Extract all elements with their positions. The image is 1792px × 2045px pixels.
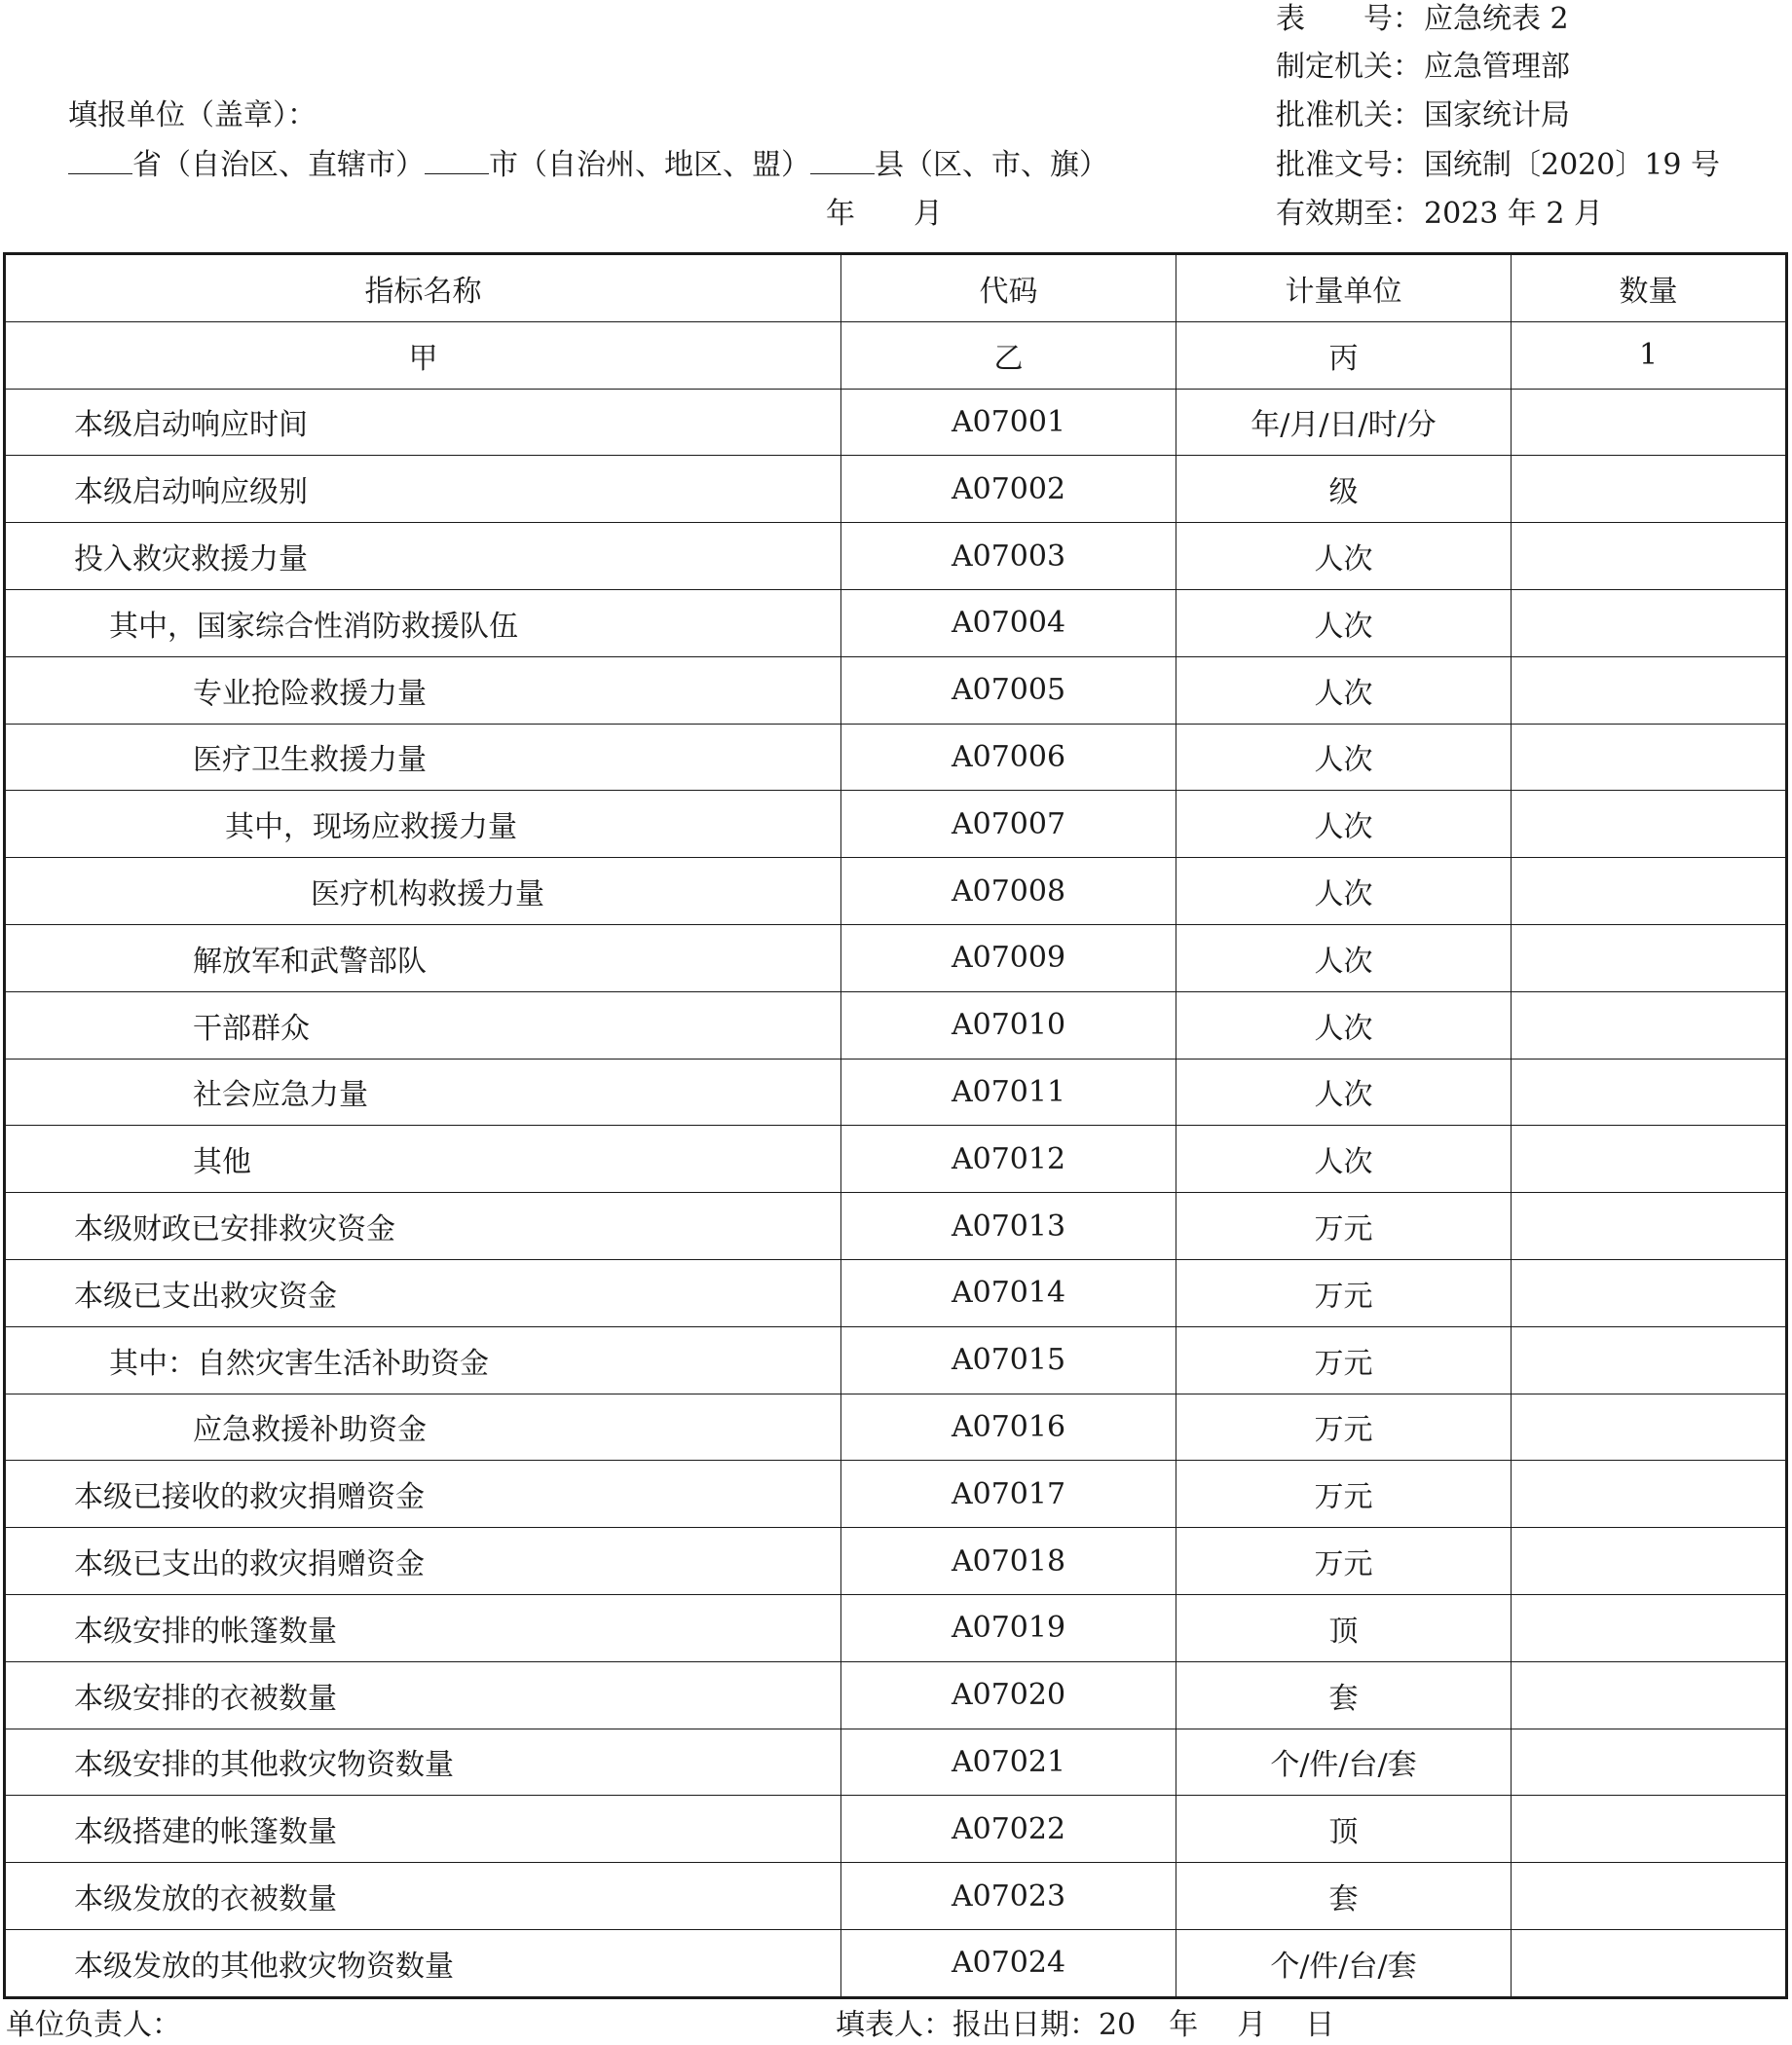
header-code: 代码 <box>841 254 1176 322</box>
indicator-code-cell: A07023 <box>841 1863 1176 1930</box>
indicator-code-cell: A07022 <box>841 1796 1176 1863</box>
reporting-unit-label: 填报单位（盖章）： <box>68 98 317 132</box>
indicator-code-cell: A07018 <box>841 1528 1176 1595</box>
indicator-name-cell: 医疗机构救援力量 <box>5 858 841 925</box>
meta-approval-number-label: 批准文号： <box>1276 148 1422 182</box>
indicator-code-cell: A07010 <box>841 991 1176 1059</box>
indicator-name-cell: 其中：自然灾害生活补助资金 <box>5 1326 841 1394</box>
county-label: 县（区、市、旗） <box>875 148 1108 182</box>
table-row <box>5 1594 1787 1661</box>
indicator-unit-cell: 万元 <box>1176 1528 1512 1595</box>
indicator-code-cell: A07011 <box>841 1059 1176 1126</box>
indicator-unit-cell: 套 <box>1176 1661 1512 1729</box>
indicator-unit-cell: 人次 <box>1176 523 1512 590</box>
meta-table-number <box>1276 0 1569 39</box>
quantity-input-cell[interactable] <box>1512 1126 1787 1193</box>
indicator-code-cell: A07019 <box>841 1594 1176 1661</box>
table-row <box>5 389 1787 456</box>
indicator-name-cell: 本级安排的帐篷数量 <box>5 1594 841 1661</box>
indicator-name-cell: 专业抢险救援力量 <box>5 656 841 724</box>
indicator-unit-cell: 人次 <box>1176 1059 1512 1126</box>
quantity-input-cell[interactable] <box>1512 1394 1787 1461</box>
subheader-jia: 甲 <box>5 321 841 389</box>
quantity-input-cell[interactable] <box>1512 589 1787 656</box>
indicator-unit-cell: 个/件/台/套 <box>1176 1929 1512 1997</box>
indicator-name-cell: 本级安排的衣被数量 <box>5 1661 841 1729</box>
period-month: 月 <box>914 197 943 231</box>
indicator-unit-cell: 万元 <box>1176 1394 1512 1461</box>
quantity-input-cell[interactable] <box>1512 1461 1787 1528</box>
meta-valid-until-value: 2023 年 2 月 <box>1424 197 1604 231</box>
indicator-name-cell: 本级安排的其他救灾物资数量 <box>5 1729 841 1796</box>
meta-table-number-value: 应急统表 2 <box>1424 2 1569 36</box>
header-unit: 计量单位 <box>1176 254 1512 322</box>
indicator-name-cell: 其中，国家综合性消防救援队伍 <box>5 589 841 656</box>
table-row <box>5 1193 1787 1260</box>
footer-filler-and-date <box>836 2006 1334 2045</box>
indicator-name-cell: 本级发放的衣被数量 <box>5 1863 841 1930</box>
indicator-name-cell: 医疗卫生救援力量 <box>5 724 841 791</box>
indicator-unit-cell: 万元 <box>1176 1326 1512 1394</box>
province-label: 省（自治区、直辖市） <box>132 148 425 182</box>
indicator-unit-cell: 人次 <box>1176 1126 1512 1193</box>
quantity-input-cell[interactable] <box>1512 456 1787 523</box>
indicator-code-cell: A07006 <box>841 724 1176 791</box>
indicator-unit-cell: 顶 <box>1176 1796 1512 1863</box>
indicator-name-cell: 应急救援补助资金 <box>5 1394 841 1461</box>
table-row <box>5 1059 1787 1126</box>
indicator-unit-cell: 顶 <box>1176 1594 1512 1661</box>
indicator-code-cell: A07016 <box>841 1394 1176 1461</box>
indicator-code-cell: A07002 <box>841 456 1176 523</box>
subheader-bing: 丙 <box>1176 321 1512 389</box>
header-quantity: 数量 <box>1512 254 1787 322</box>
subheader-yi: 乙 <box>841 321 1176 389</box>
indicator-name-cell: 本级已支出的救灾捐赠资金 <box>5 1528 841 1595</box>
indicator-name-cell: 解放军和武警部队 <box>5 924 841 991</box>
quantity-input-cell[interactable] <box>1512 656 1787 724</box>
subheader-1: 1 <box>1512 321 1787 389</box>
indicator-unit-cell: 万元 <box>1176 1193 1512 1260</box>
indicator-unit-cell: 万元 <box>1176 1461 1512 1528</box>
table-row <box>5 1863 1787 1930</box>
table-row <box>5 1528 1787 1595</box>
quantity-input-cell[interactable] <box>1512 791 1787 858</box>
quantity-input-cell[interactable] <box>1512 523 1787 590</box>
quantity-input-cell[interactable] <box>1512 389 1787 456</box>
indicator-code-cell: A07014 <box>841 1259 1176 1326</box>
indicator-name-cell: 其中，现场应救援力量 <box>5 791 841 858</box>
table-row <box>5 1259 1787 1326</box>
indicator-code-cell: A07007 <box>841 791 1176 858</box>
indicator-unit-cell: 人次 <box>1176 791 1512 858</box>
indicator-code-cell: A07004 <box>841 589 1176 656</box>
table-row <box>5 1461 1787 1528</box>
meta-valid-until <box>1276 195 1603 234</box>
quantity-input-cell[interactable] <box>1512 724 1787 791</box>
indicator-unit-cell: 年/月/日/时/分 <box>1176 389 1512 456</box>
header-indicator-name: 指标名称 <box>5 254 841 322</box>
table-row <box>5 456 1787 523</box>
period-year: 年 <box>826 197 855 231</box>
indicator-unit-cell: 套 <box>1176 1863 1512 1930</box>
footer-report-date-label: 报出日期：20 <box>952 2008 1137 2042</box>
footer-unit-head: 单位负责人： <box>6 2008 181 2042</box>
meta-valid-until-label: 有效期至： <box>1276 197 1422 231</box>
table-header-row <box>5 254 1787 322</box>
indicator-unit-cell: 万元 <box>1176 1259 1512 1326</box>
indicator-code-cell: A07013 <box>841 1193 1176 1260</box>
indicator-code-cell: A07003 <box>841 523 1176 590</box>
quantity-input-cell[interactable] <box>1512 1661 1787 1729</box>
quantity-input-cell[interactable] <box>1512 1193 1787 1260</box>
indicator-name-cell: 本级发放的其他救灾物资数量 <box>5 1929 841 1997</box>
indicator-name-cell: 本级已支出救灾资金 <box>5 1259 841 1326</box>
indicator-code-cell: A07009 <box>841 924 1176 991</box>
indicator-name-cell: 社会应急力量 <box>5 1059 841 1126</box>
footer-month: 月 <box>1237 2008 1267 2042</box>
indicator-code-cell: A07001 <box>841 389 1176 456</box>
county-blank[interactable] <box>810 148 875 174</box>
city-label: 市（自治州、地区、盟） <box>489 148 810 182</box>
meta-table-number-label: 表 号： <box>1276 2 1422 36</box>
quantity-input-cell[interactable] <box>1512 858 1787 925</box>
table-row <box>5 724 1787 791</box>
footer-day: 日 <box>1305 2008 1335 2042</box>
indicator-code-cell: A07021 <box>841 1729 1176 1796</box>
indicator-code-cell: A07020 <box>841 1661 1176 1729</box>
table-subheader-row <box>5 321 1787 389</box>
indicator-unit-cell: 人次 <box>1176 991 1512 1059</box>
quantity-input-cell[interactable] <box>1512 1729 1787 1796</box>
quantity-input-cell[interactable] <box>1512 991 1787 1059</box>
footer-year: 年 <box>1169 2008 1199 2042</box>
indicator-name-cell: 其他 <box>5 1126 841 1193</box>
quantity-input-cell[interactable] <box>1512 1259 1787 1326</box>
meta-agency-value: 应急管理部 <box>1424 50 1570 84</box>
indicator-name-cell: 本级搭建的帐篷数量 <box>5 1796 841 1863</box>
meta-approval-number-value: 国统制〔2020〕19 号 <box>1424 148 1721 182</box>
meta-agency-label: 制定机关： <box>1276 50 1422 84</box>
reporting-unit-region <box>68 146 1108 185</box>
indicator-code-cell: A07024 <box>841 1929 1176 1997</box>
indicator-unit-cell: 人次 <box>1176 724 1512 791</box>
indicator-code-cell: A07012 <box>841 1126 1176 1193</box>
table-row <box>5 858 1787 925</box>
indicator-unit-cell: 人次 <box>1176 656 1512 724</box>
table-row <box>5 991 1787 1059</box>
meta-approver-label: 批准机关： <box>1276 98 1422 132</box>
meta-approver-value: 国家统计局 <box>1424 98 1570 132</box>
indicator-unit-cell: 人次 <box>1176 858 1512 925</box>
quantity-input-cell[interactable] <box>1512 1326 1787 1394</box>
indicator-unit-cell: 人次 <box>1176 924 1512 991</box>
report-period <box>826 195 1001 234</box>
footer-filler-label: 填表人： <box>836 2008 952 2042</box>
indicator-table <box>3 252 1788 1999</box>
indicator-name-cell: 干部群众 <box>5 991 841 1059</box>
indicator-code-cell: A07008 <box>841 858 1176 925</box>
quantity-input-cell[interactable] <box>1512 1929 1787 1997</box>
indicator-name-cell: 本级财政已安排救灾资金 <box>5 1193 841 1260</box>
province-blank[interactable] <box>68 148 132 174</box>
meta-approver <box>1276 96 1570 135</box>
indicator-unit-cell: 个/件/台/套 <box>1176 1729 1512 1796</box>
table-row <box>5 1729 1787 1796</box>
quantity-input-cell[interactable] <box>1512 1059 1787 1126</box>
table-row <box>5 1394 1787 1461</box>
table-row <box>5 924 1787 991</box>
indicator-name-cell: 本级启动响应时间 <box>5 389 841 456</box>
table-row <box>5 791 1787 858</box>
indicator-name-cell: 本级启动响应级别 <box>5 456 841 523</box>
indicator-name-cell: 投入救灾救援力量 <box>5 523 841 590</box>
table-row <box>5 1661 1787 1729</box>
quantity-input-cell[interactable] <box>1512 1796 1787 1863</box>
indicator-code-cell: A07015 <box>841 1326 1176 1394</box>
table-row <box>5 523 1787 590</box>
quantity-input-cell[interactable] <box>1512 1863 1787 1930</box>
table-row <box>5 1326 1787 1394</box>
quantity-input-cell[interactable] <box>1512 1528 1787 1595</box>
quantity-input-cell[interactable] <box>1512 924 1787 991</box>
meta-approval-number <box>1276 146 1720 185</box>
table-row <box>5 589 1787 656</box>
city-blank[interactable] <box>425 148 489 174</box>
indicator-unit-cell: 人次 <box>1176 589 1512 656</box>
table-row <box>5 656 1787 724</box>
quantity-input-cell[interactable] <box>1512 1594 1787 1661</box>
indicator-code-cell: A07017 <box>841 1461 1176 1528</box>
table-row <box>5 1796 1787 1863</box>
indicator-code-cell: A07005 <box>841 656 1176 724</box>
table-row <box>5 1126 1787 1193</box>
meta-agency <box>1276 48 1570 87</box>
indicator-unit-cell: 级 <box>1176 456 1512 523</box>
table-row <box>5 1929 1787 1997</box>
indicator-name-cell: 本级已接收的救灾捐赠资金 <box>5 1461 841 1528</box>
